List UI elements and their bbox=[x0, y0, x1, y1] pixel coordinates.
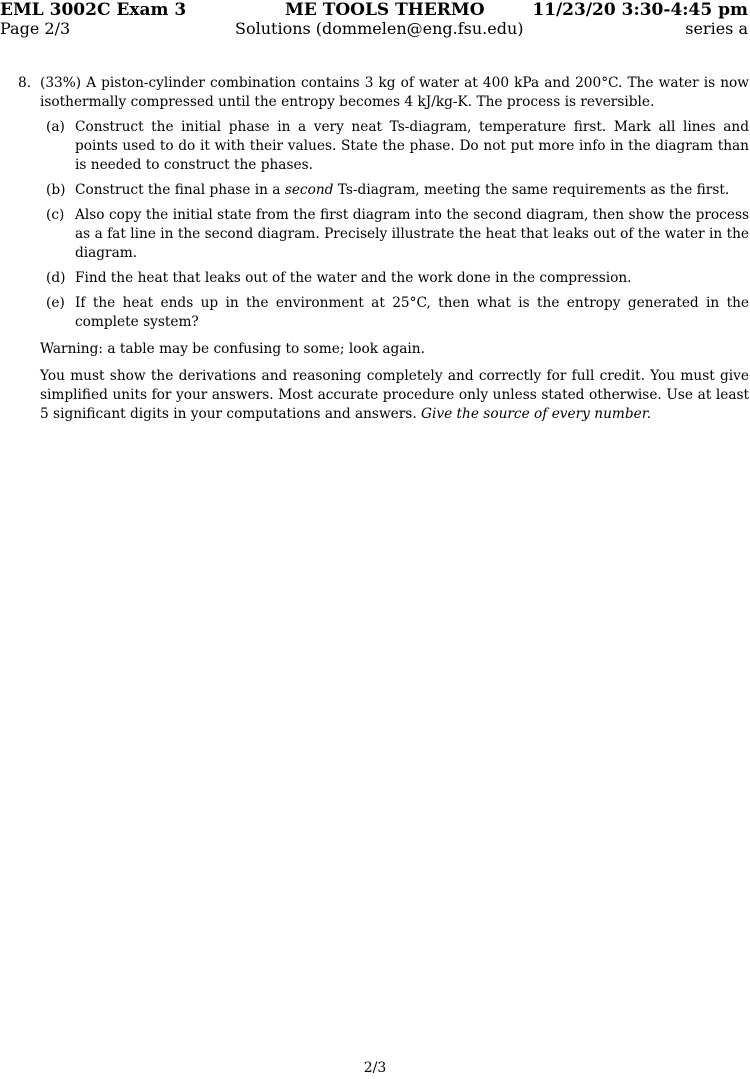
instructions-text: You must show the derivations and reasoning completely and correctly for full credit. You must give simplified units for your answers. Most accurate procedure only unless stated otherwise. Use at least 5 significant digits in your computations and answers. bbox=[40, 368, 749, 422]
series-label: series a bbox=[685, 19, 748, 38]
exam-title: ME TOOLS THERMO bbox=[285, 0, 485, 20]
part-text-pre: Construct the final phase in a bbox=[75, 182, 285, 198]
warning-note: Warning: a table may be confusing to some; look again. bbox=[40, 341, 425, 357]
part-text: Find the heat that leaks out of the water and the work done in the compression. bbox=[75, 270, 632, 286]
page-indicator: Page 2/3 bbox=[0, 19, 71, 38]
instructions bbox=[40, 367, 749, 424]
part-text: Construct the initial phase in a very neat Ts-diagram, temperature first. Mark all lines and points used to do it with their values. State the phase. Do not put more info in the diagram than is needed to construct the phases. bbox=[75, 119, 749, 173]
part-a bbox=[40, 118, 749, 175]
problem-8 bbox=[18, 74, 749, 424]
part-b bbox=[40, 181, 749, 200]
part-label: (a) bbox=[46, 119, 65, 135]
part-label: (c) bbox=[46, 207, 65, 223]
exam-datetime: 11/23/20 3:30-4:45 pm bbox=[532, 0, 748, 20]
problem-parts bbox=[40, 118, 749, 332]
header-row-2 bbox=[0, 19, 750, 39]
course-title: EML 3002C Exam 3 bbox=[0, 0, 187, 20]
problem-number: 8. bbox=[18, 75, 32, 91]
part-e bbox=[40, 294, 749, 332]
instructions-emphasis: Give the source of every number. bbox=[421, 406, 652, 422]
part-d bbox=[40, 269, 749, 288]
solutions-contact: Solutions (dommelen@eng.fsu.edu) bbox=[235, 19, 524, 38]
part-c bbox=[40, 206, 749, 263]
header-row-1 bbox=[0, 0, 750, 20]
part-text: Also copy the initial state from the first diagram into the second diagram, then show the process as a fat line in the second diagram. Precisely illustrate the heat that leaks out of the water in the diagram. bbox=[75, 207, 749, 261]
part-label: (e) bbox=[46, 295, 65, 311]
problem-statement: (33%) A piston-cylinder combination contains 3 kg of water at 400 kPa and 200°C. The water is now isothermally compressed until the entropy becomes 4 kJ/kg-K. The process is reversible. bbox=[40, 75, 749, 110]
page-footer: 2/3 bbox=[363, 1060, 387, 1076]
part-label: (b) bbox=[46, 182, 66, 198]
part-text-post: Ts-diagram, meeting the same requirements as the first. bbox=[333, 182, 730, 198]
part-text-emphasis: second bbox=[284, 182, 334, 198]
part-label: (d) bbox=[46, 270, 66, 286]
part-text: If the heat ends up in the environment at 25°C, then what is the entropy generated in the complete system? bbox=[75, 295, 749, 330]
